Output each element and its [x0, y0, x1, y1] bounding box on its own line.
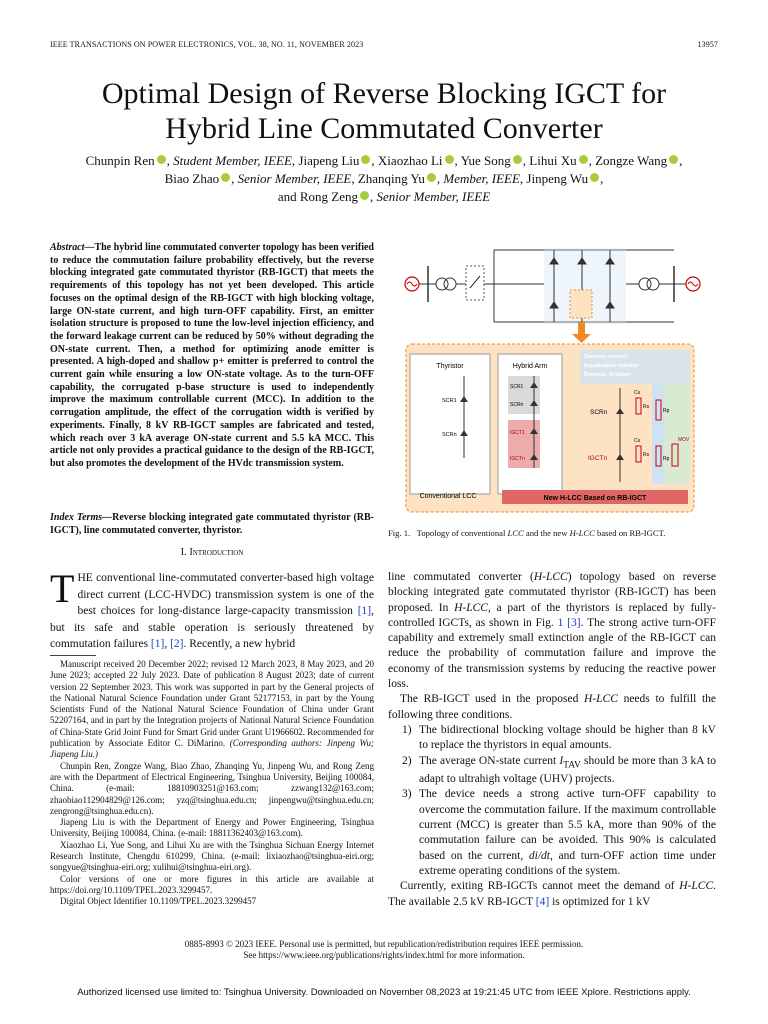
license-notice: Authorized licensed use limited to: Tsinghua University. Downloaded on November 08,2023 at 19:21:45 UTC from IEEE Xplore. Restrictions apply.	[77, 987, 691, 998]
hybrid-scr1-label: SCR1	[510, 384, 524, 390]
ac-source-left-icon	[405, 277, 419, 291]
author-name: and Rong Zeng	[277, 189, 358, 204]
orcid-icon[interactable]	[221, 173, 230, 182]
footnote-affiliation: Xiaozhao Li, Yue Song, and Lihui Xu are with the Tsinghua Sichuan Energy Internet Research Institute, Chengdu 610299, China. (e-mail: lixiaozhao@tsinghua-eiri.org; songyue@tsinghua-eiri.org; xulihui@tsinghua-eiri.org).	[50, 839, 374, 873]
figure-caption: Fig. 1. Topology of conventional LCC and the new H-LCC based on RB-IGCT.	[388, 528, 666, 538]
rp-label-2: Rp	[663, 456, 670, 462]
conventional-lcc-label: Conventional LCC	[419, 493, 477, 500]
author-name: Chunpin Ren	[85, 153, 155, 168]
abstract-label: Abstract—	[50, 242, 95, 253]
scr-stack	[508, 376, 540, 414]
list-item: 1) The bidirectional blocking voltage should be higher than 8 kV to replace the thyristors in equal amounts.	[402, 723, 716, 752]
footnote-color-versions: Color versions of one or more figures in this article are available at https://doi.org/10.1109/TPEL.2023.3299457.	[50, 873, 374, 895]
equalization-resistor-label: Equalization resistor	[584, 363, 639, 369]
list-item: 3) The device needs a strong active turn-OFF capability to overcome the commutation failure. If the maximum controllable current (MCC) is greater than 5.5 kA, more than 90% of the commutation failure can be avoided. This 90% is calculated based on the current, di/dt, and turn-OFF action time under extreme operating conditions of the system.	[402, 788, 716, 877]
author-name: Zongze Wang	[595, 153, 668, 168]
orcid-icon[interactable]	[669, 155, 678, 164]
orcid-icon[interactable]	[360, 191, 369, 200]
orcid-icon[interactable]	[427, 173, 436, 182]
orcid-icon[interactable]	[579, 155, 588, 164]
transformer-right-icon	[639, 278, 659, 290]
condition-list	[388, 723, 716, 879]
hybrid-scrn-label: SCRn	[510, 402, 524, 408]
orcid-icon[interactable]	[590, 173, 599, 182]
arrester-region	[664, 384, 690, 484]
igct1-label: IGCT1	[510, 430, 525, 436]
ac-source-right-icon	[686, 277, 700, 291]
right-column-body	[388, 570, 716, 910]
title-line-1: Optimal Design of Reverse Blocking IGCT for	[101, 77, 667, 110]
author-membership: Senior Member, IEEE	[237, 171, 352, 186]
index-terms-label: Index Terms—	[50, 512, 113, 523]
figure-1-topology-diagram	[394, 238, 720, 520]
dynamic-snubber-label: Dynamic Snubber	[584, 372, 631, 378]
author-name: Xiaozhao Li	[377, 153, 443, 168]
running-header: IEEE TRANSACTIONS ON POWER ELECTRONICS, VOL. 38, NO. 11, NOVEMBER 2023	[50, 40, 364, 49]
abstract-text: The hybrid line commutated converter topology has been verified to reduce the commutation failure probability effectively, but the reverse blocking integrated gate commutated thyristor (RB-IGCT) that meets the requirements of this topology has not yet been developed. This article focuses on the optimal design of the RB-IGCT with high blocking voltage, large ON-state current, and high turn-OFF capability. First, an emitter isolation structure is proposed to tune the low-level injection efficiency, and the forward leakage current can be reduced by 50% without degrading the ON-state current. Then, a method for optimizing anode emitter is presented. A high-doped and shallow p+ emitter is preferred to control the current gain while ensuring a low ON-state voltage. As to the turn-OFF capability, the corrugated p-base structure is used to independently improve the maximum controllable current (MCC). In addition to the corrugation amplitude, the effect of the corrugation width is verified by experiments. Finally, 8 kV RB-IGCT samples are fabricated and tested, which reach over 3 kA average ON-state current and 5.5 kA MCC. This article not only provides a practical guidance to the design of the RB-IGCT, but also promotes the development of the HVdc transmission system.	[50, 242, 374, 469]
intro-paragraph: THE conventional line-commutated converter-based high voltage direct current (LCC-HVDC) transmission system is one of the best choices for long-distance large-capacity transmission [1], but its safe and stable operation is seriously threatened by commutation failures [1], [2]. Recently, a new hybrid	[50, 566, 374, 650]
index-terms	[50, 512, 374, 537]
copyright-notice: 0885-8993 © 2023 IEEE. Personal use is permitted, but republication/redistribution requires IEEE permission. See https://www.ieee.org/publications/rights/index.html for more information.	[0, 939, 768, 961]
mov-label: MOV	[678, 437, 690, 443]
author-membership: Senior Member, IEEE	[376, 189, 491, 204]
drop-cap: T	[50, 566, 75, 611]
title-line-2: Hybrid Line Commutated Converter	[165, 112, 603, 145]
author-name: Zhanqing Yu	[357, 171, 425, 186]
new-hlcc-label: New H-LCC Based on RB-IGCT	[543, 495, 647, 502]
citation-link[interactable]: [1]	[150, 638, 165, 650]
rs-label: Rs	[643, 404, 650, 410]
footnote-divider	[50, 655, 96, 656]
orcid-icon[interactable]	[157, 155, 166, 164]
orcid-icon[interactable]	[445, 155, 454, 164]
igctn-label: IGCTn	[510, 456, 525, 462]
citation-link[interactable]: [4]	[535, 895, 550, 908]
citation-link[interactable]: [1]	[357, 605, 372, 617]
paper-title	[40, 76, 728, 146]
resistor-region	[652, 384, 664, 484]
conventional-lcc-box	[410, 354, 490, 494]
abstract	[50, 242, 374, 471]
section-heading: I. Introduction	[180, 547, 244, 558]
transformer-left-icon	[436, 278, 456, 290]
author-name: Jinpeng Wu	[526, 171, 589, 186]
down-arrow-icon	[572, 322, 591, 343]
citation-link[interactable]: [2]	[170, 638, 184, 650]
paragraph: The RB-IGCT used in the proposed H-LCC needs to fulfill the following three conditions.	[388, 693, 716, 721]
rights-url[interactable]: See https://www.ieee.org/publications/rights/index.html for more information.	[243, 950, 525, 960]
orcid-icon[interactable]	[513, 155, 522, 164]
paragraph: Currently, exiting RB-IGCTs cannot meet the demand of H-LCC. The available 2.5 kV RB-IGCT [4] is optimized for 1 kV	[388, 880, 716, 908]
discrete-arrester-label: Discrete arrestor	[584, 354, 629, 360]
author-name: Yue Song	[460, 153, 511, 168]
index-terms-text: Reverse blocking integrated gate commutated thyristor (RB-IGCT), line commutated converter, thyristor.	[50, 512, 374, 536]
hybrid-arm-highlight	[570, 290, 592, 318]
scrn-detail-label: SCRn	[590, 409, 608, 416]
author-membership: Student Member, IEEE	[173, 153, 292, 168]
rs-label-2: Rs	[643, 452, 650, 458]
author-name: Biao Zhao	[164, 171, 220, 186]
orcid-icon[interactable]	[361, 155, 370, 164]
valve-left	[466, 266, 484, 300]
citation-link[interactable]: [3]	[567, 616, 581, 629]
paragraph: line commutated converter (H-LCC) topology based on reverse blocking integrated gate commutated thyristor (RB-IGCT) has been proposed. In H-LCC, a part of the thyristors is replaced by fully-controlled IGCTs, as shown in Fig. 1 [3]. The strong active turn-OFF capability and extremely small extinction angle of the RB-IGCT can reduce the probability of commutation failure and improve the economy of the transmission systems by reducing the reactive power loss.	[388, 571, 717, 691]
author-name: Lihui Xu	[529, 153, 577, 168]
footnote-affiliation: Jiapeng Liu is with the Department of Energy and Power Engineering, Tsinghua University, Beijing 100084, China. (e-mail: 18811362403@163.com).	[50, 817, 374, 839]
cs-label-2: Cs	[634, 438, 641, 444]
rp-label: Rp	[663, 408, 670, 414]
scr1-label: SCR1	[442, 398, 457, 404]
scrn-label: SCRn	[442, 432, 457, 438]
page-number: 13957	[697, 40, 718, 49]
thyristor-label: Thyristor	[436, 363, 464, 370]
figure-link[interactable]: 1	[557, 616, 564, 629]
footnote-manuscript: Manuscript received 20 December 2022; revised 12 March 2023, 8 May 2023, and 20 June 2023; accepted 22 July 2023. Date of publication 8 August 2023; date of current version 22 September 2023. This work was supported in part by the General projects of the National Natural Science Foundation under Grant 52177153, in part by the Young Scientists Fund of the National Natural Science Foundation of China under Grant 52207164, and in part by the Integration projects of National Natural Science Foundation of China-State Grid Joint Fund for Smart Grid under Grant U1966602. Recommended for publication by Associate Editor C. DiMarino. (Corresponding authors: Jinpeng Wu; Jiapeng Liu.)	[50, 659, 374, 760]
cs-label: Cs	[634, 390, 641, 396]
footnote-affiliation: Chunpin Ren, Zongze Wang, Biao Zhao, Zhanqing Yu, Jinpeng Wu, and Rong Zeng are with the Department of Electrical Engineering, Tsinghua University, Beijing 100084, China. (e-mail: 18810903251@163.com; zzwang132@163.com; zhaobiao112904829@126.com; yzq@tsinghua.edu.cn; jinpengwu@tsinghua.edu.cn; zengrong@tsinghua.edu.cn).	[50, 760, 374, 816]
author-membership: Member, IEEE	[443, 171, 520, 186]
footnote-doi: Digital Object Identifier 10.1109/TPEL.2023.3299457	[60, 896, 257, 907]
author-name: Jiapeng Liu	[298, 153, 360, 168]
author-list: Chunpin Ren , Student Member, IEEE, Jiapeng Liu , Xiaozhao Li , Yue Song , Lihui Xu , Zongze Wang , Biao Zhao , Senior Member, IEEE, Zhanqing Yu , Member, IEEE, Jinpeng Wu , and Rong Zeng , Senior Member, IEEE	[85, 153, 683, 204]
list-item: 2) The average ON-state current $I_{TAV}$ should be more than 3 kA to adapt to ultrahigh voltage (UHV) projects.	[402, 754, 717, 786]
footnotes	[50, 659, 374, 908]
hybrid-arm-label: Hybrid Arm	[512, 363, 548, 370]
igctn-detail-label: IGCTn	[588, 455, 608, 462]
